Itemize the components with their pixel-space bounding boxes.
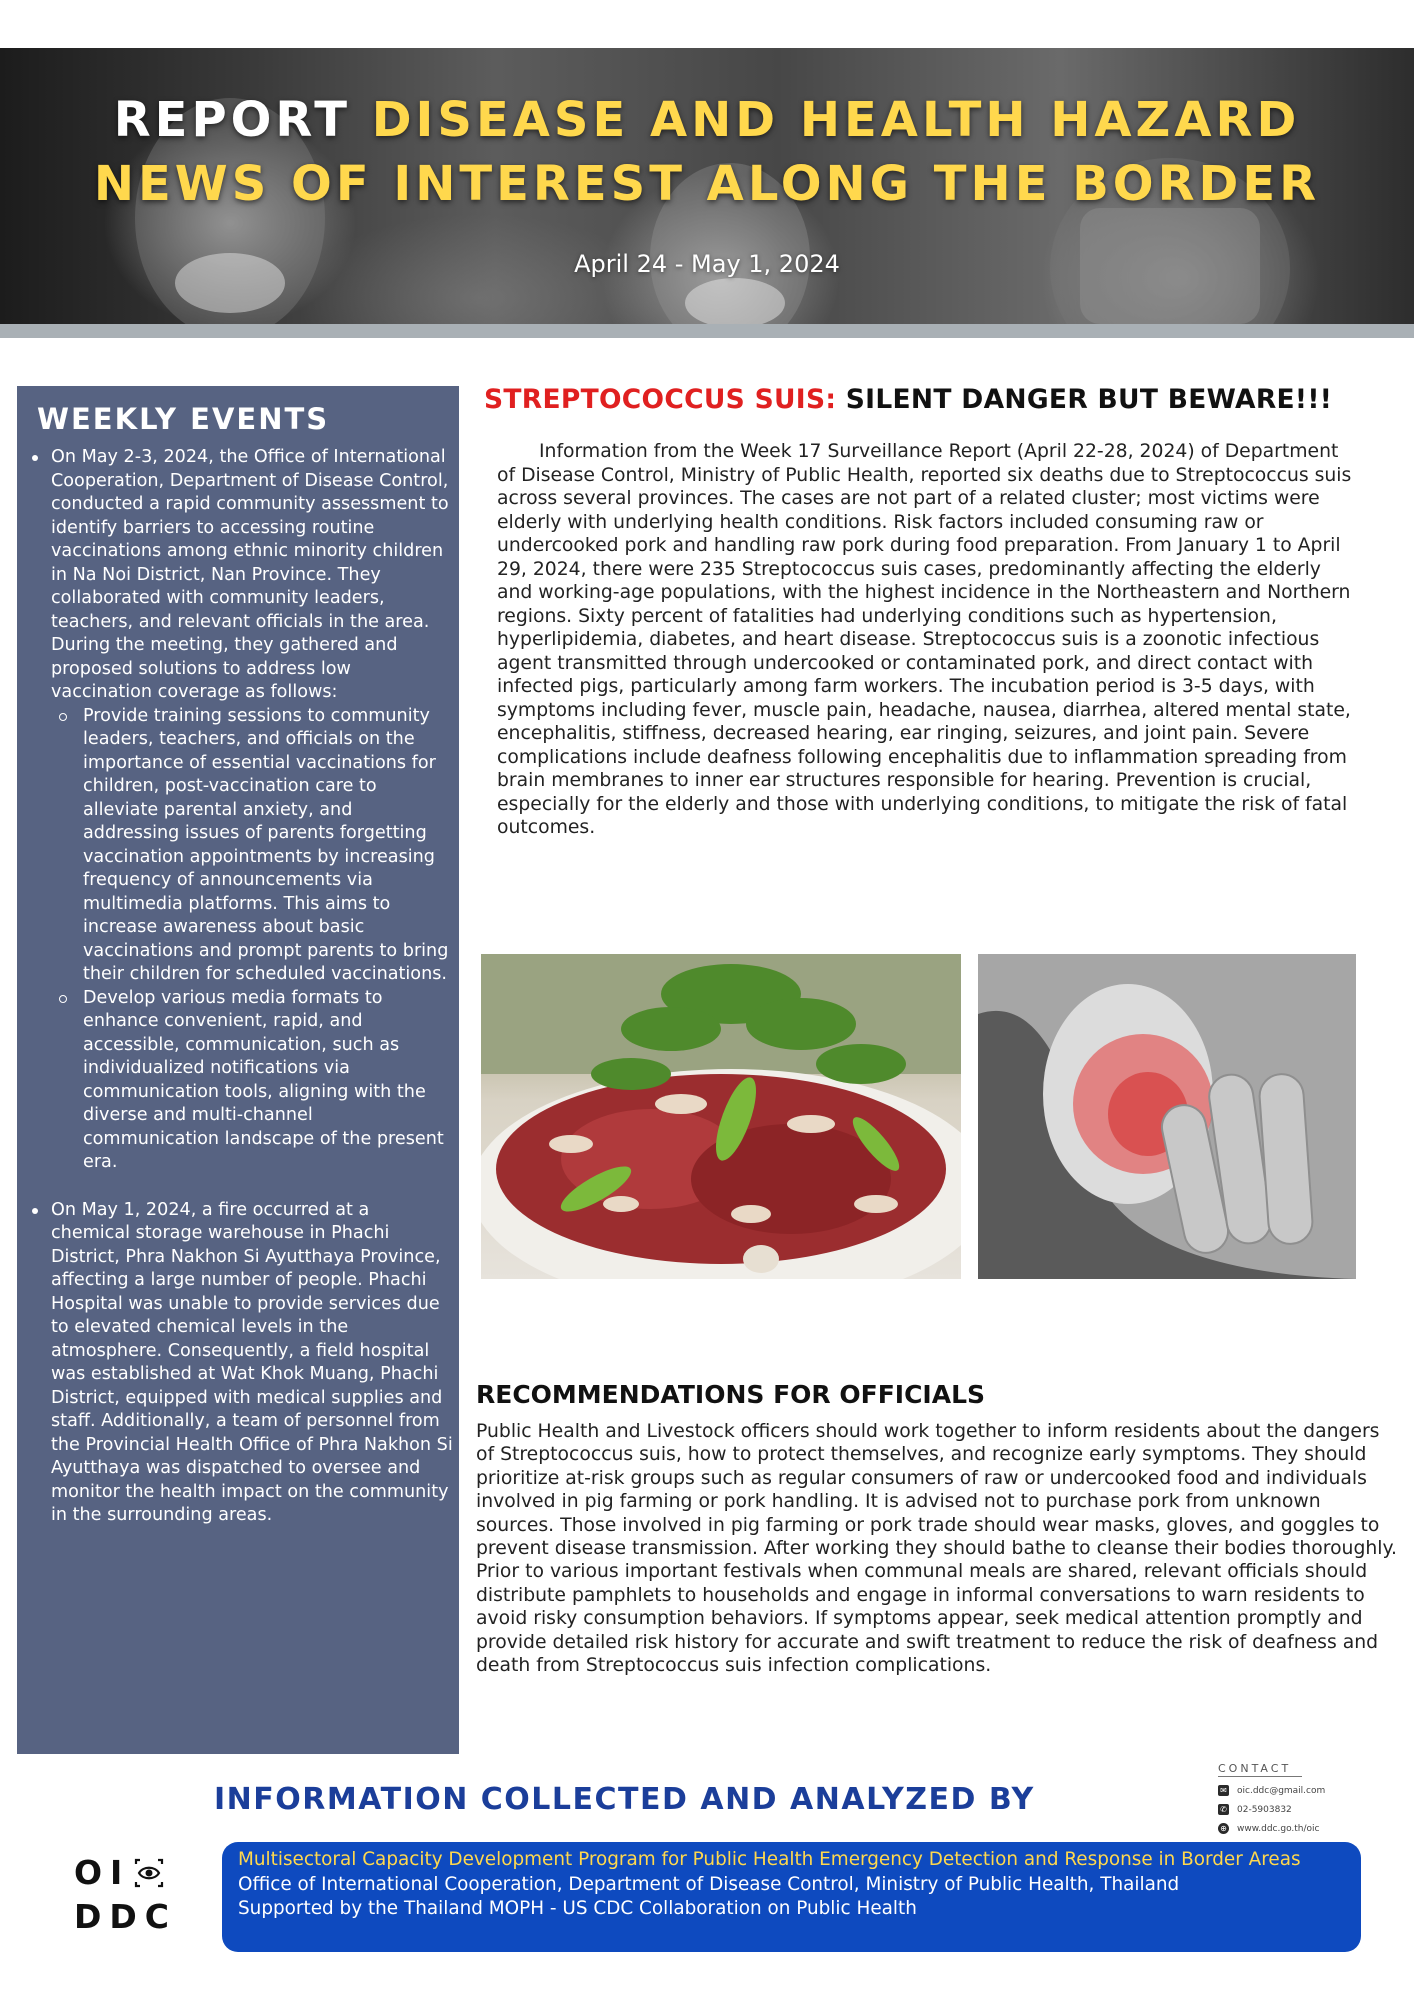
- solution-item-training: Provide training sessions to community leaders, teachers, and officials on the importance of essential vaccinations for children, post-vaccination care to alleviate parental anxiety, and addressing issues of parents forgetting vaccination appointments by increasing frequency of announcements via multimedia platforms. This aims to increase awareness about basic vaccinations and prompt parents to bring their children for scheduled vaccinations.: [29, 705, 453, 987]
- program-office: Office of International Cooperation, Department of Disease Control, Ministry of Public Health, Thailand: [238, 1873, 1180, 1895]
- event-item-vaccination-assessment: On May 2-3, 2024, the Office of International Cooperation, Department of Disease Control, conducted a rapid community assessment to identify barriers to accessing routine vaccinations among ethnic minority children in Na Noi District, Nan Province. They collaborated with community leaders, teachers, and relevant officials in the area. During the meeting, they gathered and proposed solutions to address low vaccination coverage as follows:: [29, 446, 453, 705]
- ear-pain-photo: [978, 954, 1356, 1279]
- weekly-events-title: WEEKLY EVENTS: [37, 402, 330, 436]
- eye-icon: [134, 1857, 164, 1887]
- article-body: Information from the Week 17 Surveillance Report (April 22-28, 2024) of Department of Disease Control, Ministry of Public Health, reported six deaths due to Streptococcus suis across several provinces. The cases are not part of a related cluster; most victims were elderly with underlying health conditions. Risk factors included consuming raw or undercooked pork and handling raw pork during food preparation. From January 1 to April 29, 2024, there were 235 Streptococcus suis cases, predominantly affecting the elderly and working-age populations, with the highest incidence in the Northeastern and Northern regions. Sixty percent of fatalities had underlying conditions such as hypertension, hyperlipidemia, diabetes, and heart disease. Streptococcus suis is a zoonotic infectious agent transmitted through undercooked or contaminated pork, and direct contact with infected pigs, particularly among farm workers. The incubation period is 3-5 days, with symptoms including fever, muscle pain, headache, nausea, diarrhea, altered mental state, encephalitis, stiffness, decreased hearing, ear ringing, seizures, and joint pain. Severe complications include deafness following encephalitis due to inflammation spreading from brain membranes to inner ear structures responsible for hearing. Prevention is crucial, especially for the elderly and those with underlying conditions, to mitigate the risk of fatal outcomes.: [497, 441, 1352, 838]
- footer-title: INFORMATION COLLECTED AND ANALYZED BY: [214, 1782, 1035, 1817]
- program-name: Multisectoral Capacity Development Program for Public Health Emergency Detection and Response in Border Areas: [238, 1849, 1301, 1870]
- contact-email[interactable]: oic.ddc@gmail.com: [1237, 1785, 1326, 1796]
- contact-phone-row[interactable]: [1218, 1804, 1368, 1815]
- contact-email-row[interactable]: [1218, 1785, 1368, 1796]
- mail-icon: ✉: [1218, 1785, 1229, 1796]
- ear-pain-illustration: [978, 954, 1356, 1279]
- recommendations-title: RECOMMENDATIONS FOR OFFICIALS: [476, 1380, 986, 1409]
- event-item-chemical-fire: On May 1, 2024, a fire occurred at a chemical storage warehouse in Phachi District, Phra Nakhon Si Ayutthaya Province, affecting a large number of people. Phachi Hospital was unable to provide services due to elevated chemical levels in the atmosphere. Consequently, a field hospital was established at Wat Khok Muang, Phachi District, equipped with medical supplies and staff. Additionally, a team of personnel from the Provincial Health Office of Phra Nakhon Si Ayutthaya was dispatched to oversee and monitor the health impact on the community in the surrounding areas.: [29, 1199, 453, 1528]
- contact-block: [1218, 1762, 1368, 1834]
- contact-phone[interactable]: 02-5903832: [1237, 1804, 1292, 1815]
- contact-website[interactable]: www.ddc.go.th/oic: [1237, 1823, 1320, 1834]
- contact-heading: CONTACT: [1218, 1762, 1302, 1777]
- contact-web-row[interactable]: [1218, 1823, 1368, 1834]
- weekly-events-list: [29, 446, 453, 1528]
- logo-text-line1: OI: [74, 1852, 131, 1892]
- program-support: Supported by the Thailand MOPH - US CDC Collaboration on Public Health: [238, 1898, 917, 1919]
- raw-pork-dish-illustration: [481, 954, 961, 1279]
- solution-item-media: Develop various media formats to enhance convenient, rapid, and accessible, communication, such as individualized notifications via communication tools, aligning with the diverse and multi-channel communication landscape of the present era.: [29, 987, 453, 1175]
- article-title: STREPTOCOCCUS SUIS: SILENT DANGER BUT BEWARE!!!: [484, 384, 1333, 415]
- weekly-events-panel: [17, 386, 459, 1754]
- oic-ddc-logo: [74, 1850, 204, 1938]
- report-date-range: April 24 - May 1, 2024: [574, 250, 840, 278]
- phone-icon: ✆: [1218, 1804, 1229, 1815]
- program-info-box: [222, 1842, 1361, 1952]
- globe-icon: ⊕: [1218, 1823, 1229, 1834]
- logo-text-line2: DDC: [74, 1896, 178, 1936]
- banner-divider: [0, 324, 1414, 338]
- report-title: REPORT DISEASE AND HEALTH HAZARD NEWS OF INTEREST ALONG THE BORDER: [93, 92, 1321, 212]
- recommendations-body: Public Health and Livestock officers should work together to inform residents about the dangers of Streptococcus suis, how to protect themselves, and recognize early symptoms. They should prioritize at-risk groups such as regular consumers of raw or undercooked food and individuals involved in pig farming or pork handling. It is advised not to purchase pork from unknown sources. Those involved in pig farming or pork trade should wear masks, gloves, and goggles to prevent disease transmission. After working they should bathe to cleanse their bodies thoroughly. Prior to various important festivals when communal meals are shared, relevant officials should distribute pamphlets to households and engage in informal conversations to warn residents to avoid risky consumption behaviors. If symptoms appear, seek medical attention promptly and provide detailed risk history for accurate and swift treatment to reduce the risk of deafness and death from Streptococcus suis infection complications.: [476, 1421, 1397, 1677]
- raw-pork-dish-photo: [481, 954, 961, 1279]
- header-banner: [0, 48, 1414, 324]
